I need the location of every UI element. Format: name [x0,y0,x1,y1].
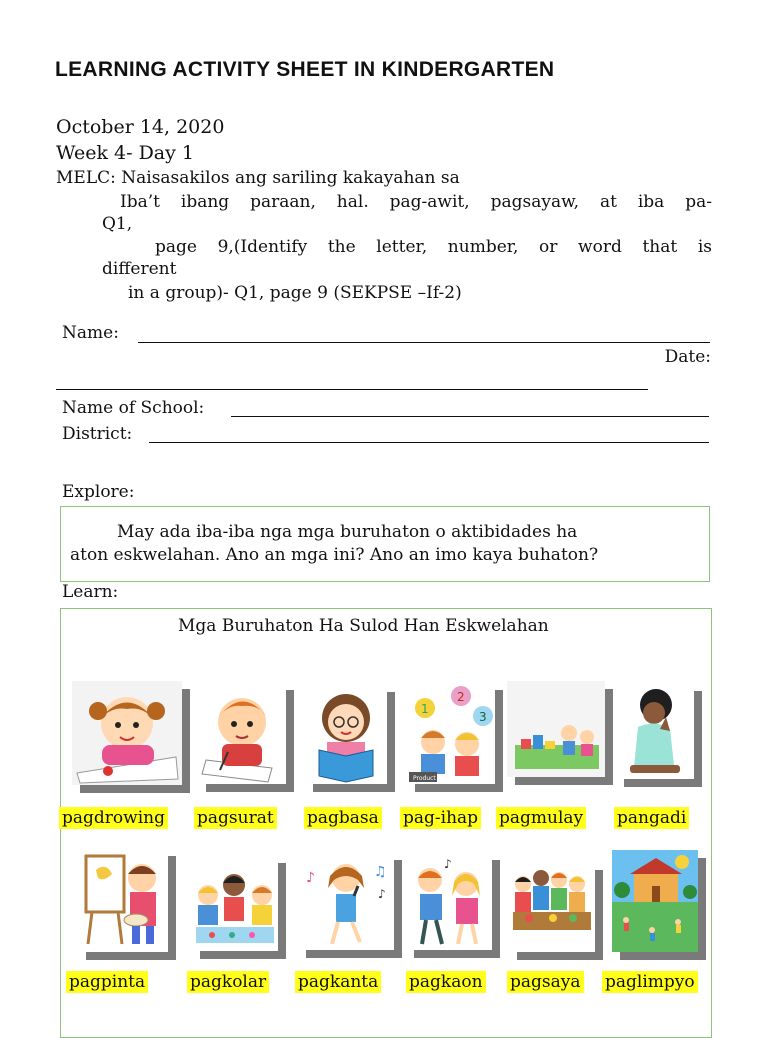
melc-line-4: page 9,(Identify the letter, number, or word that is [155,237,712,257]
activity-label-pagpinta: pagpinta [66,971,148,993]
svg-text:1: 1 [421,702,429,716]
svg-text:♪: ♪ [306,870,315,886]
week-text: Week 4- Day 1 [56,142,194,164]
activity-label-pagkaon: pagkaon [406,971,486,993]
melc-line-1: MELC: Naisasakilos ang sariling kakayahan sa [56,168,460,188]
activity-label-pagbasa: pagbasa [304,807,382,829]
name-field-line[interactable] [138,342,710,343]
district-field-line[interactable] [149,442,709,443]
painting-child-picture [78,848,168,952]
coloring-kids-picture [192,855,278,951]
activity-label-pagsaya: pagsaya [507,971,584,993]
explore-line-2: aton eskwelahan. Ano an mga ini? Ano an imo kaya buhaton? [70,545,599,565]
singing-girl-picture [298,852,394,950]
svg-text:♪: ♪ [444,857,452,871]
playing-kids-picture [507,681,605,777]
writing-boy-picture [198,682,286,784]
counting-kids-picture [407,682,495,784]
activity-label-pagmulay: pagmulay [496,807,586,829]
drawing-child-picture [72,681,182,785]
activity-label-pagsurat: pagsurat [194,807,277,829]
melc-line-6: in a group)- Q1, page 9 (SEKPSE –If-2) [128,283,462,303]
cleaning-school-picture [612,850,698,952]
activity-label-pagdrowing: pagdrowing [59,807,168,829]
eating-kids-picture [406,852,492,950]
svg-text:♪: ♪ [378,887,386,901]
district-label: District: [62,424,133,444]
page-title: LEARNING ACTIVITY SHEET IN KINDERGARTEN [55,58,555,81]
group-kids-picture [509,862,595,952]
activity-label-pag-ihap: pag-ihap [400,807,481,829]
svg-text:♫: ♫ [374,864,387,880]
melc-line-5: different [102,259,177,279]
learn-box-title: Mga Buruhaton Ha Sulod Han Eskwelahan [178,616,549,636]
date-text: October 14, 2020 [56,116,225,138]
activity-label-paglimpyo: paglimpyo [602,971,698,993]
activity-label-pagkanta: pagkanta [295,971,381,993]
date-field-line[interactable] [56,389,648,390]
activity-label-pagkolar: pagkolar [187,971,269,993]
explore-box [60,506,710,582]
svg-text:2: 2 [457,690,465,704]
date-label: Date: [664,347,711,367]
name-label: Name: [62,323,119,343]
reading-girl-picture [305,684,387,784]
praying-child-picture [616,683,694,779]
activity-label-pangadi: pangadi [614,807,689,829]
explore-line-1: May ada iba-iba nga mga buruhaton o aktibidades ha [117,522,578,542]
svg-text:3: 3 [479,710,487,724]
melc-line-3: Q1, [102,214,133,234]
melc-line-2: Iba’t ibang paraan, hal. pag-awit, pagsayaw, at iba pa- [120,192,712,212]
explore-label: Explore: [62,482,135,502]
school-label: Name of School: [62,398,205,418]
product-tag: Product [413,775,436,782]
learn-label: Learn: [62,582,119,602]
school-field-line[interactable] [231,416,709,417]
